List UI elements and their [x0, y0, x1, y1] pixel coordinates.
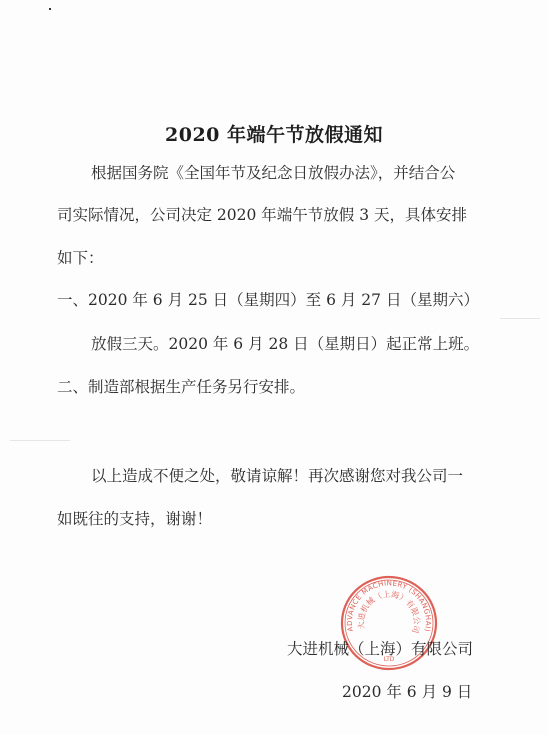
scan-artifact: [500, 318, 540, 319]
signature-company: 大进机械（上海）有限公司: [287, 640, 474, 658]
body-line-3: 如下：: [57, 249, 104, 267]
seal-outer-text: ADVANCE MACHINERY (SHANGHAI): [345, 579, 433, 633]
closing-line-1: 以上造成不便之处，敬请谅解！再次感谢您对我公司一: [91, 467, 464, 485]
item-one-line-1: 一、2020 年 6 月 25 日（星期四）至 6 月 27 日（星期六）: [57, 291, 479, 309]
item-one-line-2: 放假三天。2020 年 6 月 28 日（星期日）起正常上班。: [91, 335, 480, 353]
speck-mark: [49, 8, 51, 10]
body-line-2: 司实际情况，公司决定 2020 年端午节放假 3 天，具体安排: [57, 206, 468, 224]
seal-inner-text: 大进机械（上海）有限公司: [356, 589, 422, 635]
notice-title: 2020 年端午节放假通知: [165, 124, 383, 146]
seal-bottom-text: LTD: [383, 656, 395, 663]
scan-artifact: [10, 440, 70, 441]
body-line-1: 根据国务院《全国年节及纪念日放假办法》，并结合公: [91, 164, 456, 182]
item-two-line: 二、制造部根据生产任务另行安排。: [57, 378, 306, 396]
signature-date: 2020 年 6 月 9 日: [342, 683, 473, 701]
closing-line-2: 如既往的支持，谢谢！: [57, 510, 213, 528]
